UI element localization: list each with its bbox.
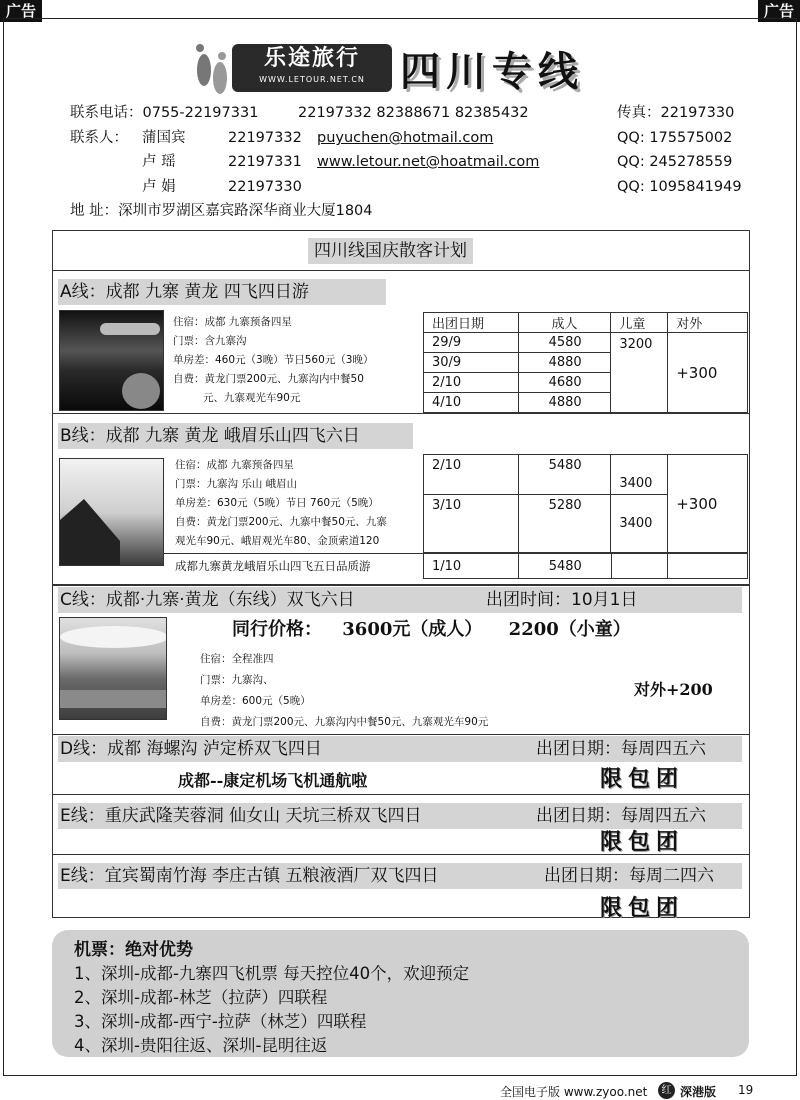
- plan-header: [52, 230, 750, 271]
- line-a-detail: 自费：黄龙门票200元、九寨沟内中餐50: [173, 373, 364, 385]
- contact-tel-3: 22197330: [228, 179, 302, 195]
- line-a-details: [173, 313, 373, 408]
- contact-email-1[interactable]: puyuchen@hotmail.com: [317, 130, 494, 146]
- line-c-detail: 住宿：全程准四: [200, 653, 274, 665]
- line-a-adult-price: 4880: [518, 393, 611, 413]
- line-a-photo: [59, 310, 164, 411]
- line-d-departure: 出团日期：每周四五六: [536, 739, 706, 759]
- line-b-extra-date: 1/10: [424, 554, 519, 579]
- line-b-detail: 住宿：成都 九寨预备四星: [175, 459, 294, 471]
- contact-email-2[interactable]: www.letour.net@hoatmail.com: [317, 154, 540, 170]
- line-b-extra-table: [423, 553, 748, 579]
- line-c-detail: 门票：九寨沟、: [200, 674, 274, 686]
- line-d-bar: [58, 736, 742, 762]
- tickets-item: 4、深圳-贵阳往返、深圳-昆明往返: [74, 1036, 328, 1055]
- line-e1-title: E线：重庆武隆芙蓉洞 仙女山 天坑三桥双飞四日: [60, 806, 422, 826]
- line-c-photo: [59, 617, 167, 720]
- col-child-header: 儿童: [611, 313, 668, 333]
- tickets-item: 1、深圳-成都-九寨四飞机票 每天控位40个，欢迎预定: [74, 964, 470, 983]
- address-text: 深圳市罗湖区嘉宾路深华商业大厦1804: [118, 203, 373, 219]
- divider: [164, 553, 423, 554]
- col-adult-header: 成人: [518, 313, 611, 333]
- footer-edition: 全国电子版 www.zyoo.net: [500, 1085, 648, 1099]
- line-b-date: 3/10: [424, 495, 519, 553]
- line-a-date: 2/10: [424, 373, 519, 393]
- line-b-extra-adult: 5480: [518, 554, 611, 579]
- tickets-item: 3、深圳-成都-西宁-拉萨（林芝）四联程: [74, 1012, 367, 1031]
- line-b-detail: 观光车90元、峨眉观光车80、金顶索道120: [175, 535, 380, 547]
- line-c-details: [200, 649, 488, 733]
- contact-qq-3: QQ: 1095841949: [617, 179, 742, 195]
- tickets-box: [52, 930, 749, 1057]
- line-b-child-price: 3400: [611, 455, 668, 495]
- contact-qq-2: QQ: 245278559: [617, 154, 733, 170]
- ad-tag-left: 广告: [0, 0, 42, 22]
- col-date-header: 出团日期: [424, 313, 519, 333]
- tickets-item: 2、深圳-成都-林芝（拉萨）四联程: [74, 988, 328, 1007]
- line-b-child-price: 3400: [611, 495, 668, 553]
- line-b-title: B线：成都 九寨 黄龙 峨眉乐山四飞六日: [58, 423, 413, 449]
- line-d-group: 限包团: [600, 766, 685, 792]
- line-a-date: 30/9: [424, 353, 519, 373]
- footer-badge: 红: [658, 1082, 675, 1099]
- line-c-price-line: [232, 615, 631, 641]
- line-b-external-price: +300: [668, 455, 748, 553]
- contact-qq-1: QQ: 175575002: [617, 130, 733, 146]
- line-c-detail: 单房差：600元（5晚）: [200, 695, 311, 707]
- phone-number: 0755-22197331: [142, 105, 259, 121]
- line-c-detail: 自费：黄龙门票200元、九寨沟内中餐50元、九寨观光车90元: [200, 716, 489, 728]
- line-c-price-label: 同行价格：: [232, 619, 322, 640]
- line-a-detail: 住宿：成都 九寨预备四星: [173, 316, 292, 328]
- address-label: 地 址：: [70, 203, 119, 219]
- line-d-title: D线：成都 海螺沟 泸定桥双飞四日: [60, 739, 322, 759]
- line-c-title: C线：成都·九寨·黄龙（东线）双飞六日: [60, 590, 355, 610]
- line-b-detail: 单房差：630元（5晚）节日 760元（5晚）: [175, 497, 379, 509]
- contacts-label: 联系人：: [70, 130, 128, 146]
- line-b-adult-price: 5480: [518, 455, 611, 495]
- line-e1-departure: 出团日期：每周四五六: [536, 806, 706, 826]
- brand-url: WWW.LETOUR.NET.CN: [259, 75, 365, 84]
- line-e2-title: E线：宜宾蜀南竹海 李庄古镇 五粮液酒厂双飞四日: [60, 866, 439, 886]
- line-a-adult-price: 4880: [518, 353, 611, 373]
- line-a-table: [423, 312, 748, 413]
- line-c-external: 对外+200: [634, 680, 713, 699]
- phone-line: [70, 101, 258, 125]
- col-external-header: 对外: [668, 313, 748, 333]
- contact-name-2: 卢 瑶: [142, 154, 176, 170]
- page-title: 四川专线: [400, 49, 584, 95]
- tickets-title: 机票：绝对优势: [74, 940, 193, 960]
- line-a-detail: 元、九寨观光车90元: [203, 392, 301, 404]
- line-c-departure: 出团时间：10月1日: [486, 590, 638, 610]
- line-d-note: 成都--康定机场飞机通航啦: [178, 771, 368, 790]
- footprint-icon: [190, 38, 232, 100]
- line-c-price-child: 2200（小童）: [508, 619, 631, 640]
- line-b-details: [175, 456, 387, 551]
- line-b-detail: 门票：九寨沟 乐山 峨眉山: [175, 478, 298, 490]
- line-b-adult-price: 5280: [518, 495, 611, 553]
- line-b-photo: [59, 458, 164, 566]
- address-line: [70, 199, 373, 223]
- plan-title: 四川线国庆散客计划: [308, 238, 473, 264]
- line-a-detail: 门票：含九寨沟: [173, 335, 247, 347]
- ad-tag-right: 广告: [758, 0, 800, 22]
- brand-name: 乐途旅行: [263, 46, 360, 71]
- line-a-adult-price: 4580: [518, 333, 611, 353]
- contact-tel-1: 22197332: [228, 130, 302, 146]
- line-a-title: A线：成都 九寨 黄龙 四飞四日游: [58, 279, 386, 305]
- contact-tel-2: 22197331: [228, 154, 302, 170]
- line-a-date: 29/9: [424, 333, 519, 353]
- line-a-adult-price: 4680: [518, 373, 611, 393]
- line-b-date: 2/10: [424, 455, 519, 495]
- line-b-extra-name: 成都九寨黄龙峨眉乐山四飞五日品质游: [175, 559, 371, 573]
- line-a-detail: 单房差：460元（3晚）节日560元（3晚）: [173, 354, 374, 366]
- line-a-child-price: 3200: [611, 333, 668, 413]
- contact-name-1: 蒲国宾: [142, 130, 186, 146]
- phone-numbers-extra: 22197332 82388671 82385432: [298, 105, 529, 121]
- line-a-external-price: +300: [668, 333, 748, 413]
- contact-name-3: 卢 娟: [142, 179, 176, 195]
- brand-logo: [190, 38, 400, 100]
- fax-number: 传真：22197330: [617, 105, 735, 121]
- line-e2-group: 限包团: [600, 895, 685, 921]
- line-a-date: 4/10: [424, 393, 519, 413]
- line-c-price-adult: 3600元（成人）: [342, 619, 483, 640]
- line-b-detail: 自费：黄龙门票200元、九寨中餐50元、九寨: [175, 516, 387, 528]
- phone-label: 联系电话：: [70, 105, 143, 121]
- line-e2-departure: 出团日期：每周二四六: [544, 866, 714, 886]
- line-b-table: [423, 454, 748, 553]
- line-c-bar: [58, 587, 742, 613]
- footer-version: 深港版: [680, 1085, 717, 1099]
- line-e1-group: 限包团: [600, 829, 685, 855]
- line-e2-bar: [58, 863, 742, 889]
- page-number: 19: [738, 1083, 754, 1097]
